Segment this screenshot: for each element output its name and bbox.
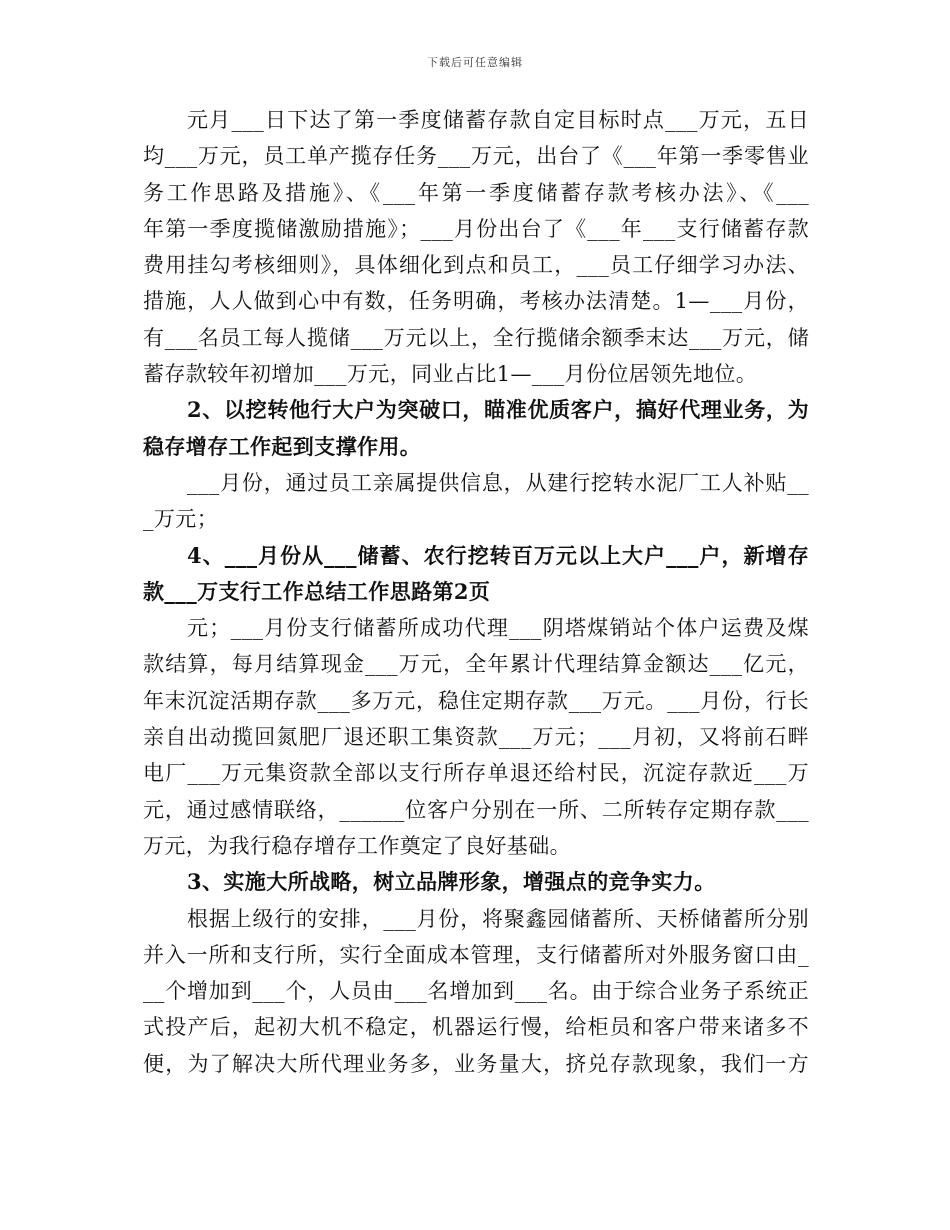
body-text-line: 便，为了解决大所代理业务多，业务量大，挤兑存款现象，我们一方: [143, 1051, 809, 1076]
body-text-line: 元；___月份支行储蓄所成功代理___阴塔煤销站个体户运费及煤: [187, 616, 809, 641]
section-heading-line: 4、___月份从___储蓄、农行挖转百万元以上大户___户，新增存: [187, 542, 809, 568]
section-heading-line: 稳存增存工作起到支撑作用。: [143, 433, 422, 459]
body-text-line: 年第一季度揽储激励措施》；___月份出台了《___年___支行储蓄存款: [143, 216, 809, 241]
body-text-line: 年末沉淀活期存款___多万元，稳住定期存款___万元。___月份，行长: [143, 688, 809, 713]
body-text-line: 务工作思路及措施》、《___年第一季度储蓄存款考核办法》、《___: [143, 180, 809, 205]
body-text-line: 蓄存款较年初增加___万元，同业占比1—___月份位居领先地位。: [143, 362, 758, 387]
body-text-line: 均___万元，员工单产揽存任务___万元，出台了《___年第一季零售业: [143, 144, 809, 169]
body-text-line: 并入一所和支行所，实行全面成本管理，支行储蓄所对外服务窗口由_: [143, 942, 809, 967]
body-text-line: 有___名员工每人揽储___万元以上，全行揽储余额季末达___万元，储: [143, 325, 809, 350]
body-text-line: 元，通过感情联络，______位客户分别在一所、二所转存定期存款___: [143, 797, 809, 822]
body-text-line: 费用挂勾考核细则》，具体细化到点和员工，___员工仔细学习办法、: [143, 253, 809, 278]
body-text-line: ___月份，通过员工亲属提供信息，从建行挖转水泥厂工人补贴__: [187, 470, 809, 495]
body-text-line: 电厂___万元集资款全部以支行所存单退还给村民，沉淀存款近___万: [143, 761, 809, 786]
body-text-line: 根据上级行的安排，___月份，将聚鑫园储蓄所、天桥储蓄所分别: [187, 906, 809, 931]
section-heading-line: 2、以挖转他行大户为突破口，瞄准优质客户，搞好代理业务，为: [187, 397, 809, 423]
body-text-line: 亲自出动揽回氮肥厂退还职工集资款___万元；___月初，又将前石畔: [143, 725, 809, 750]
section-heading-line: 3、实施大所战略，树立品牌形象，增强点的竞争实力。: [187, 869, 716, 895]
document-body: [143, 102, 809, 1082]
body-text-line: 式投产后，起初大机不稳定，机器运行慢，给柜员和客户带来诸多不: [143, 1015, 809, 1040]
body-text-line: 元月___日下达了第一季度储蓄存款自定目标时点___万元，五日: [187, 108, 809, 132]
body-text-line: __个增加到___个，人员由___名增加到___名。由于综合业务子系统正: [143, 979, 809, 1004]
body-text-line: _万元；: [143, 507, 219, 532]
body-text-line: 万元，为我行稳存增存工作奠定了良好基础。: [143, 833, 571, 858]
body-text-line: 款结算，每月结算现金___万元，全年累计代理结算金额达___亿元，: [143, 652, 809, 677]
page-header: 下载后可任意编辑: [427, 56, 523, 69]
section-heading-line: 款___万支行工作总结工作思路第2页: [143, 578, 491, 604]
body-text-line: 措施，人人做到心中有数，任务明确，考核办法清楚。1—___月份，: [143, 289, 809, 314]
